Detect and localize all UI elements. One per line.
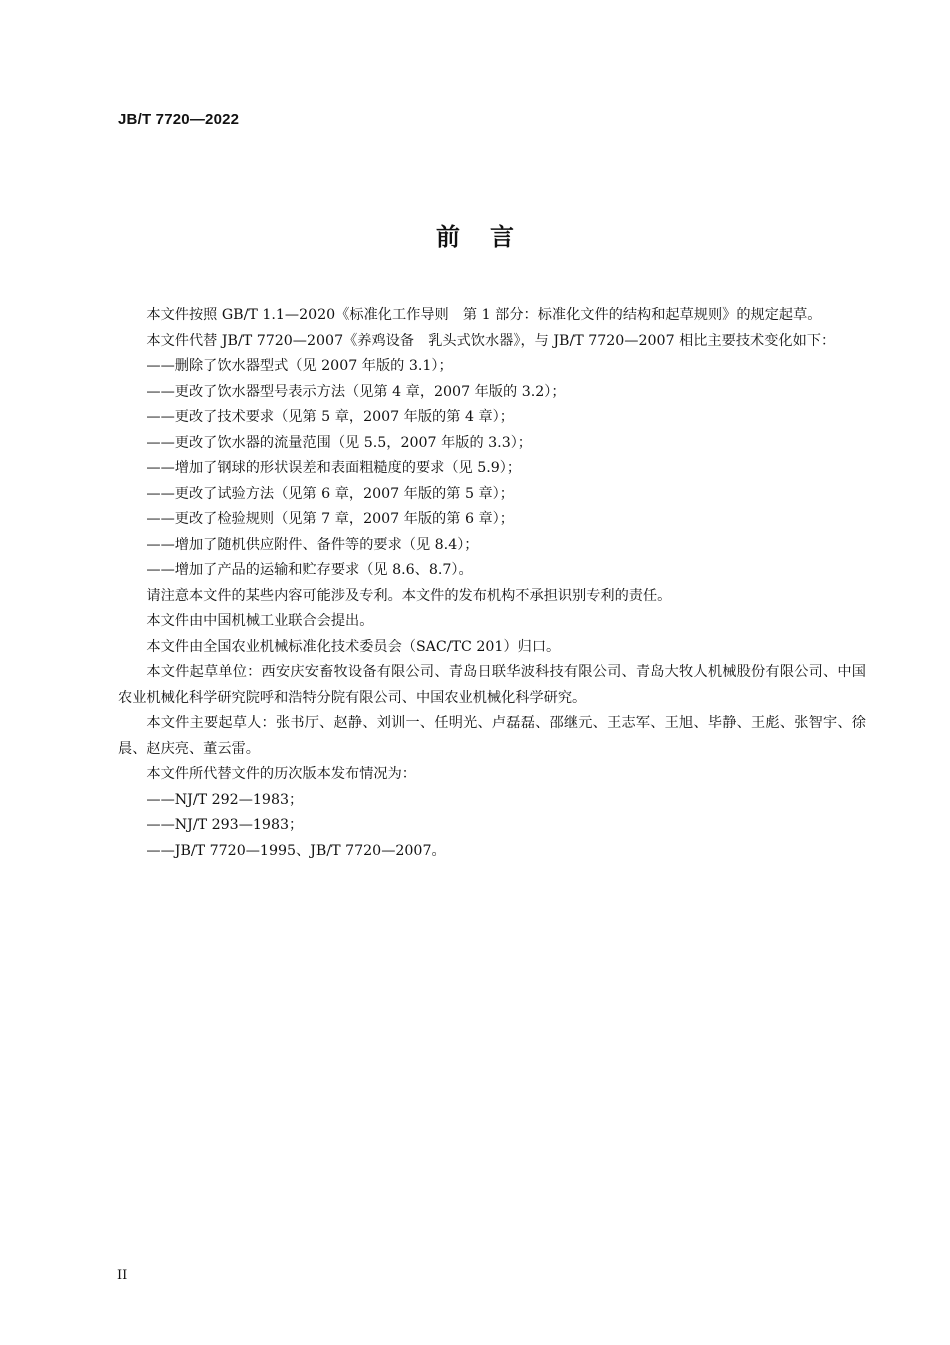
paragraph-patent-notice: 请注意本文件的某些内容可能涉及专利。本文件的发布机构不承担识别专利的责任。 <box>146 587 672 604</box>
paragraph-committee: 本文件由全国农业机械标准化技术委员会（SAC/TC 201）归口。 <box>146 638 561 655</box>
list-item: ——增加了产品的运输和贮存要求（见 8.6、8.7）。 <box>146 562 473 578</box>
history-item: ——NJ/T 292—1983； <box>146 791 304 808</box>
list-item: ——更改了饮水器的流量范围（见 5.5，2007 年版的 3.3）； <box>146 434 532 451</box>
list-item: ——增加了随机供应附件、备件等的要求（见 8.4）； <box>146 536 479 553</box>
paragraph-proposer: 本文件由中国机械工业联合会提出。 <box>146 613 374 629</box>
page-title: 前言 <box>436 223 544 251</box>
history-item: ——JB/T 7720—1995、JB/T 7720—2007。 <box>146 842 446 859</box>
paragraph-drafters: 本文件主要起草人：张书厅、赵静、刘训一、任明光、卢磊磊、邵继元、王志军、王旭、毕静、王彪、张智宇、徐晨、赵庆亮、董云雷。 <box>118 715 866 757</box>
list-item: ——更改了技术要求（见第 5 章，2007 年版的第 4 章）； <box>146 409 514 425</box>
list-item: ——删除了饮水器型式（见 2007 年版的 3.1）； <box>146 358 453 374</box>
document-id: JB/T 7720—2022 <box>118 111 240 128</box>
list-item: ——更改了检验规则（见第 7 章，2007 年版的第 6 章）； <box>146 511 514 527</box>
list-item: ——更改了饮水器型号表示方法（见第 4 章，2007 年版的 3.2）； <box>146 383 566 400</box>
history-item: ——NJ/T 293—1983； <box>146 817 304 833</box>
paragraph-replacement: 本文件代替 JB/T 7720—2007《养鸡设备 乳头式饮水器》，与 JB/T 7720—2007 相比主要技术变化如下： <box>146 332 836 349</box>
paragraph-drafting-rules: 本文件按照 GB/T 1.1—2020《标准化工作导则 第 1 部分：标准化文件的结构和起草规则》的规定起草。 <box>146 307 822 323</box>
paragraph-history-intro: 本文件所代替文件的历次版本发布情况为： <box>146 766 416 782</box>
list-item: ——更改了试验方法（见第 6 章，2007 年版的第 5 章）； <box>146 485 514 502</box>
page-number: II <box>117 1268 128 1283</box>
paragraph-drafting-units: 本文件起草单位：西安庆安畜牧设备有限公司、青岛日联华波科技有限公司、青岛大牧人机械股份有限公司、中国农业机械化科学研究院呼和浩特分院有限公司、中国农业机械化科学研究。 <box>118 664 866 706</box>
document-body <box>118 303 866 864</box>
list-item: ——增加了钢球的形状误差和表面粗糙度的要求（见 5.9）； <box>146 460 522 476</box>
